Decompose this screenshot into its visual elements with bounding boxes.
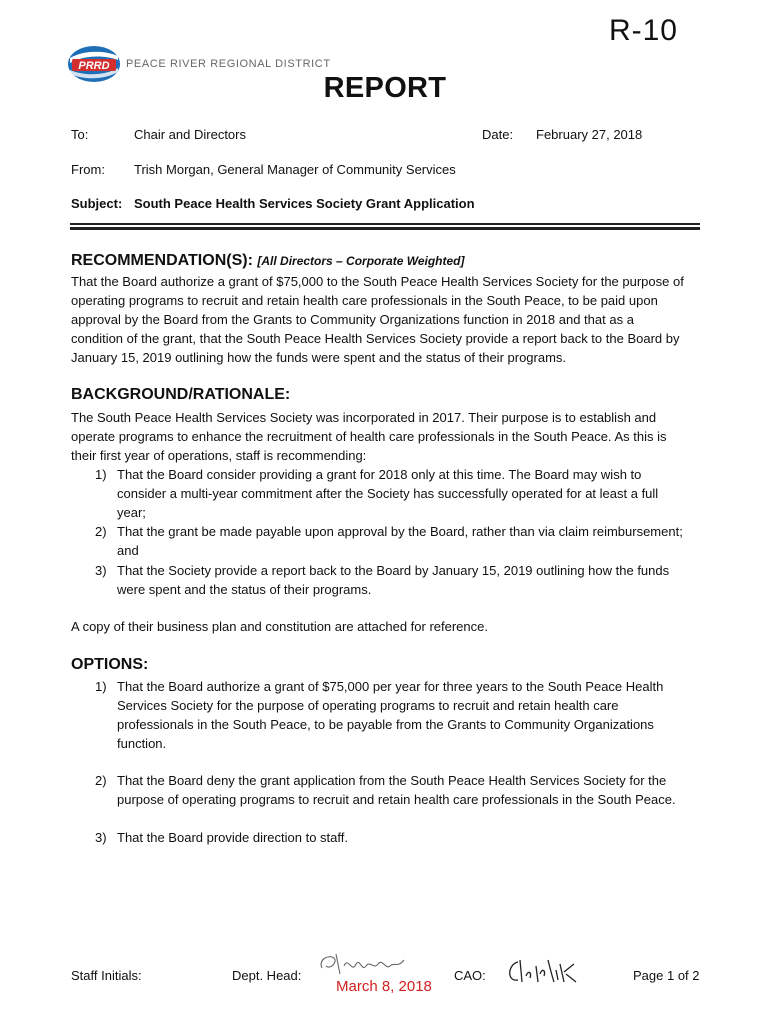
- header-divider: [70, 223, 700, 225]
- background-heading: BACKGROUND/RATIONALE:: [71, 386, 291, 403]
- date-value: February 27, 2018: [536, 127, 643, 142]
- option-item-2: 2) That the Board deny the grant application from the South Peace Health Services Society for the purpose of operating programs to recruit and retain health care professionals in the South Peace.: [95, 773, 676, 807]
- page-code: R-10: [608, 14, 678, 47]
- header-divider-thick: [70, 227, 700, 230]
- dept-head-label: Dept. Head:: [232, 968, 302, 983]
- to-value: Chair and Directors: [134, 127, 246, 142]
- option-item-3: 3) That the Board provide direction to staff.: [95, 830, 349, 845]
- staff-initials-label: Staff Initials:: [71, 968, 142, 983]
- recommendation-note: [All Directors – Corporate Weighted]: [257, 254, 465, 268]
- logo-text: PRRD: [78, 60, 110, 72]
- recommendation-body: That the Board authorize a grant of $75,000 to the South Peace Health Services Society for the purpose of operating programs to recruit and retain health care professionals in the South Peace, to be paid upon approval by the Board from the Grants to Community Organizations function in 2018 and that as a condition of the grant, that the South Peace Health Services Society provide a report back to the Board by January 15, 2019 outlining how the funds were spent and the status of their programs.: [71, 274, 684, 365]
- background-item-3: 3) That the Society provide a report back to the Board by January 15, 2019 outlining how the funds were spent and the status of their programs.: [95, 563, 670, 597]
- from-value: Trish Morgan, General Manager of Community Services: [134, 162, 456, 177]
- to-label: To:: [71, 127, 89, 142]
- background-item-1: 1) That the Board consider providing a grant for 2018 only at this time. The Board may wish to consider a multi-year commitment after the Society has successfully operated for at least a full year;: [95, 467, 659, 520]
- from-label: From:: [71, 162, 105, 177]
- background-body: The South Peace Health Services Society was incorporated in 2017. Their purpose is to establish and operate programs to enhance the recruitment of health care professionals in the South Peace. As this is their first year of operations, staff is recommending:: [71, 410, 667, 463]
- subject-value: South Peace Health Services Society Grant Application: [134, 196, 475, 211]
- background-closing: A copy of their business plan and constitution are attached for reference.: [71, 619, 488, 634]
- subject-label: Subject:: [71, 196, 123, 211]
- cao-signature: [504, 954, 582, 988]
- page-number: Page 1 of 2: [633, 968, 700, 983]
- date-stamp: March 8, 2018: [336, 978, 432, 995]
- org-name: PEACE RIVER REGIONAL DISTRICT: [126, 58, 331, 70]
- document-title: REPORT: [323, 72, 447, 104]
- options-heading: OPTIONS:: [71, 656, 149, 673]
- dept-head-signature: [316, 948, 408, 982]
- background-item-2: 2) That the grant be made payable upon approval by the Board, rather than via claim reimbursement; and: [95, 524, 683, 558]
- cao-label: CAO:: [454, 968, 486, 983]
- date-label: Date:: [482, 127, 514, 142]
- option-item-1: 1) That the Board authorize a grant of $75,000 per year for three years to the South Peace Health Services Society for the purpose of operating programs to recruit and retain health care professionals in the South Peace, to be payable from the Grants to Community Organizations function.: [95, 679, 664, 751]
- recommendation-heading: RECOMMENDATION(S): [All Directors – Corporate Weighted]: [71, 252, 465, 269]
